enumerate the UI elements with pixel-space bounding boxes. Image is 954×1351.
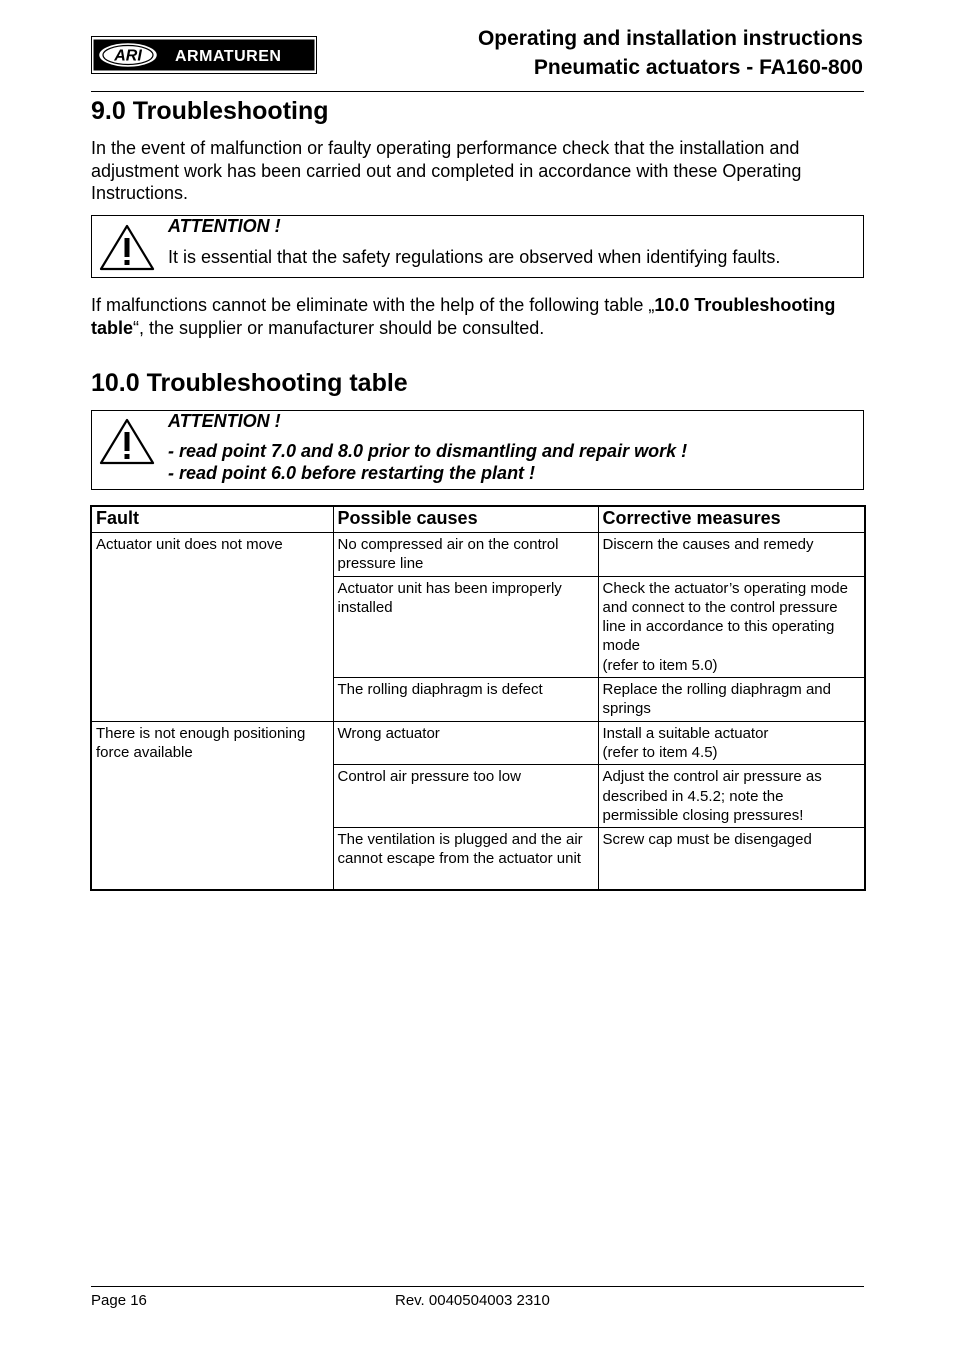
consult-note-reference: 10.0 Troubleshooting table bbox=[91, 295, 836, 338]
column-header-causes: Possible causes bbox=[333, 506, 598, 533]
measure-cell bbox=[598, 721, 865, 765]
section-9-intro: In the event of malfunction or faulty operating performance check that the installation and adjustment work has been carried out and completed in accordance with these Operating Instructions. bbox=[91, 138, 802, 203]
document-subtitle: Pneumatic actuators - FA160-800 bbox=[533, 56, 863, 79]
fault-cell: There is not enough positioning force available bbox=[91, 721, 333, 889]
consult-note-tail: “, the supplier or manufacturer should be consulted. bbox=[133, 317, 545, 338]
ari-armaturen-logo bbox=[91, 36, 317, 74]
cause-cell: No compressed air on the control pressure line bbox=[333, 533, 598, 577]
column-header-fault: Fault bbox=[91, 506, 333, 533]
measure-text: Install a suitable actuator bbox=[602, 724, 769, 742]
fault-cell: Actuator unit does not move bbox=[91, 533, 333, 722]
attention-line-1: - read point 7.0 and 8.0 prior to dismantling and repair work ! bbox=[168, 441, 688, 461]
measure-cell: Screw cap must be disengaged bbox=[598, 828, 865, 890]
troubleshooting-table bbox=[90, 505, 866, 891]
attention-line-2: - read point 6.0 before restarting the plant ! bbox=[168, 463, 536, 483]
measure-reference: (refer to item 5.0) bbox=[602, 656, 718, 674]
attention-text: It is essential that the safety regulations are observed when identifying faults. bbox=[168, 247, 781, 267]
measure-reference: (refer to item 4.5) bbox=[602, 743, 718, 761]
measure-cell: Discern the causes and remedy bbox=[598, 533, 865, 577]
attention-title: ATTENTION ! bbox=[168, 411, 281, 431]
consult-note-lead: If malfunctions cannot be eliminate with the help of the following table „ bbox=[91, 295, 655, 315]
page-number: Page 16 bbox=[91, 1292, 147, 1309]
cause-cell: Control air pressure too low bbox=[333, 765, 598, 828]
measure-cell bbox=[598, 576, 865, 677]
cause-cell: Actuator unit has been improperly installed bbox=[333, 576, 598, 677]
measure-cell: Replace the rolling diaphragm and springs bbox=[598, 678, 865, 722]
warning-triangle-icon bbox=[98, 417, 156, 465]
section-9-heading: 9.0 Troubleshooting bbox=[91, 97, 329, 125]
header-divider bbox=[91, 91, 864, 92]
revision-number: Rev. 0040504003 2310 bbox=[395, 1292, 550, 1309]
consult-note bbox=[91, 294, 864, 339]
attention-box-repair bbox=[91, 410, 864, 490]
measure-cell: Adjust the control air pressure as described in 4.5.2; note the permissible closing pressures! bbox=[598, 765, 865, 828]
section-10-heading: 10.0 Troubleshooting table bbox=[91, 369, 408, 397]
cause-cell: The rolling diaphragm is defect bbox=[333, 678, 598, 722]
document-title: Operating and installation instructions bbox=[477, 27, 863, 50]
table-header-row bbox=[91, 506, 865, 533]
attention-box-safety bbox=[91, 215, 864, 278]
footer-divider bbox=[91, 1286, 864, 1287]
logo-wordmark: ARMATUREN bbox=[175, 48, 282, 65]
column-header-measures: Corrective measures bbox=[598, 506, 865, 533]
measure-text: Check the actuator’s operating mode and connect to the control pressure line in accordance to this operating mode bbox=[602, 579, 848, 655]
table-row bbox=[91, 721, 865, 765]
cause-cell: Wrong actuator bbox=[333, 721, 598, 765]
cause-cell: The ventilation is plugged and the air cannot escape from the actuator unit bbox=[333, 828, 598, 890]
warning-triangle-icon bbox=[98, 223, 156, 271]
logo-mark-text: ARI bbox=[114, 47, 142, 65]
attention-title: ATTENTION ! bbox=[168, 216, 281, 236]
table-row bbox=[91, 533, 865, 577]
